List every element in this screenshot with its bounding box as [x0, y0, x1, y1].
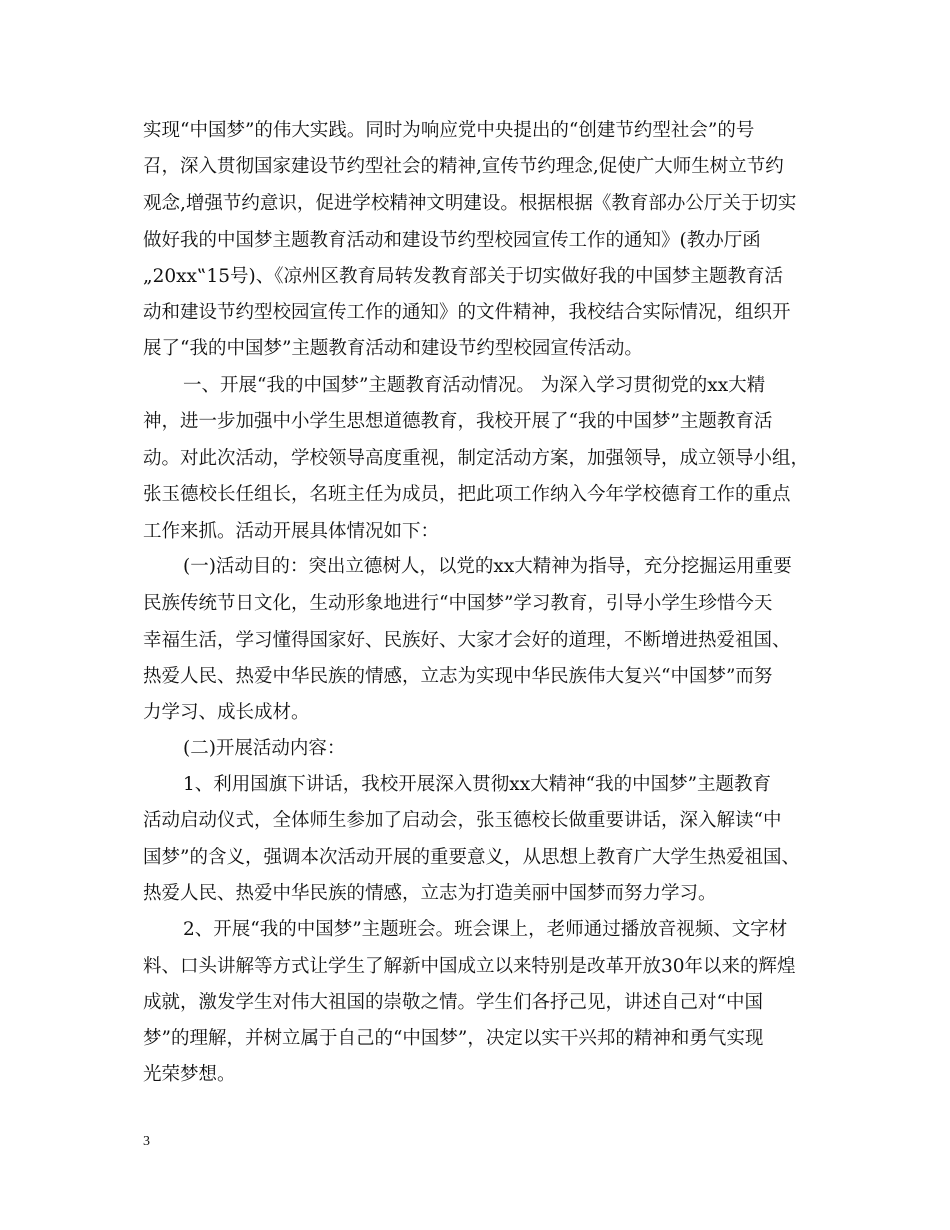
paragraph-line: 动。对此次活动，学校领导高度重视，制定活动方案，加强领导，成立领导小组，	[143, 448, 810, 469]
paragraph-line: 成就，激发学生对伟大祖国的崇敬之情。学生们各抒己见，讲述自己对“中国	[143, 992, 763, 1013]
paragraph-line: 实现“中国梦”的伟大实践。同时为响应党中央提出的“创建节约型社会”的号	[143, 120, 755, 141]
paragraph-line: 做好我的中国梦主题教育活动和建设节约型校园宣传工作的通知》(教办厅函	[143, 230, 761, 251]
paragraph-line: 神，进一步加强中小学生思想道德教育，我校开展了“我的中国梦”主题教育活	[143, 411, 773, 432]
paragraph-line: 热爱人民、热爱中华民族的情感，立志为实现中华民族伟大复兴“中国梦”而努	[143, 666, 773, 687]
paragraph-line: 料、口头讲解等方式让学生了解新中国成立以来特别是改革开放30年以来的辉煌	[143, 956, 796, 977]
paragraph-line: „20xx‟15号)、《凉州区教育局转发教育部关于切实做好我的中国梦主题教育活	[143, 266, 783, 287]
paragraph-line: 工作来抓。活动开展具体情况如下：	[143, 521, 440, 542]
paragraph-line: 热爱人民、热爱中华民族的情感，立志为打造美丽中国梦而努力学习。	[143, 883, 717, 904]
paragraph-line: 光荣梦想。	[143, 1064, 236, 1085]
paragraph-line: 力学习、成长成材。	[143, 702, 310, 723]
paragraph-line: 展了“我的中国梦”主题教育活动和建设节约型校园宣传活动。	[143, 338, 643, 359]
paragraph-line: 张玉德校长任组长，名班主任为成员，把此项工作纳入今年学校德育工作的重点	[143, 484, 791, 505]
section-heading-line: 一、开展“我的中国梦”主题教育活动情况。 为深入学习贯彻党的xx大精	[183, 375, 766, 396]
page-number: 3	[143, 1134, 150, 1149]
list-item-line: 1、利用国旗下讲话，我校开展深入贯彻xx大精神“我的中国梦”主题教育	[183, 774, 772, 795]
subsection-line: (一)活动目的：突出立德树人，以党的xx大精神为指导，充分挖掘运用重要	[183, 556, 792, 577]
paragraph-line: 梦”的理解，并树立属于自己的“中国梦”，决定以实干兴邦的精神和勇气实现	[143, 1028, 764, 1049]
paragraph-line: 动和建设节约型校园宣传工作的通知》的文件精神，我校结合实际情况，组织开	[143, 302, 791, 323]
paragraph-line: 活动启动仪式，全体师生参加了启动会，张玉德校长做重要讲话，深入解读“中	[143, 810, 782, 831]
paragraph-line: 观念,增强节约意识，促进学校精神文明建设。根据根据《教育部办公厅关于切实	[143, 193, 797, 214]
paragraph-line: 召，深入贯彻国家建设节约型社会的精神,宣传节约理念,促使广大师生树立节约	[143, 156, 784, 177]
paragraph-line: 民族传统节日文化，生动形象地进行“中国梦”学习教育，引导小学生珍惜今天	[143, 593, 773, 614]
list-item-line: 2、开展“我的中国梦”主题班会。班会课上，老师通过播放音视频、文字材	[183, 919, 788, 940]
subsection-heading: (二)开展活动内容：	[183, 738, 346, 759]
paragraph-line: 国梦”的含义，强调本次活动开展的重要意义，从思想上教育广大学生热爱祖国、	[143, 847, 800, 868]
paragraph-line: 幸福生活，学习懂得国家好、民族好、大家才会好的道理，不断增进热爱祖国、	[143, 630, 791, 651]
